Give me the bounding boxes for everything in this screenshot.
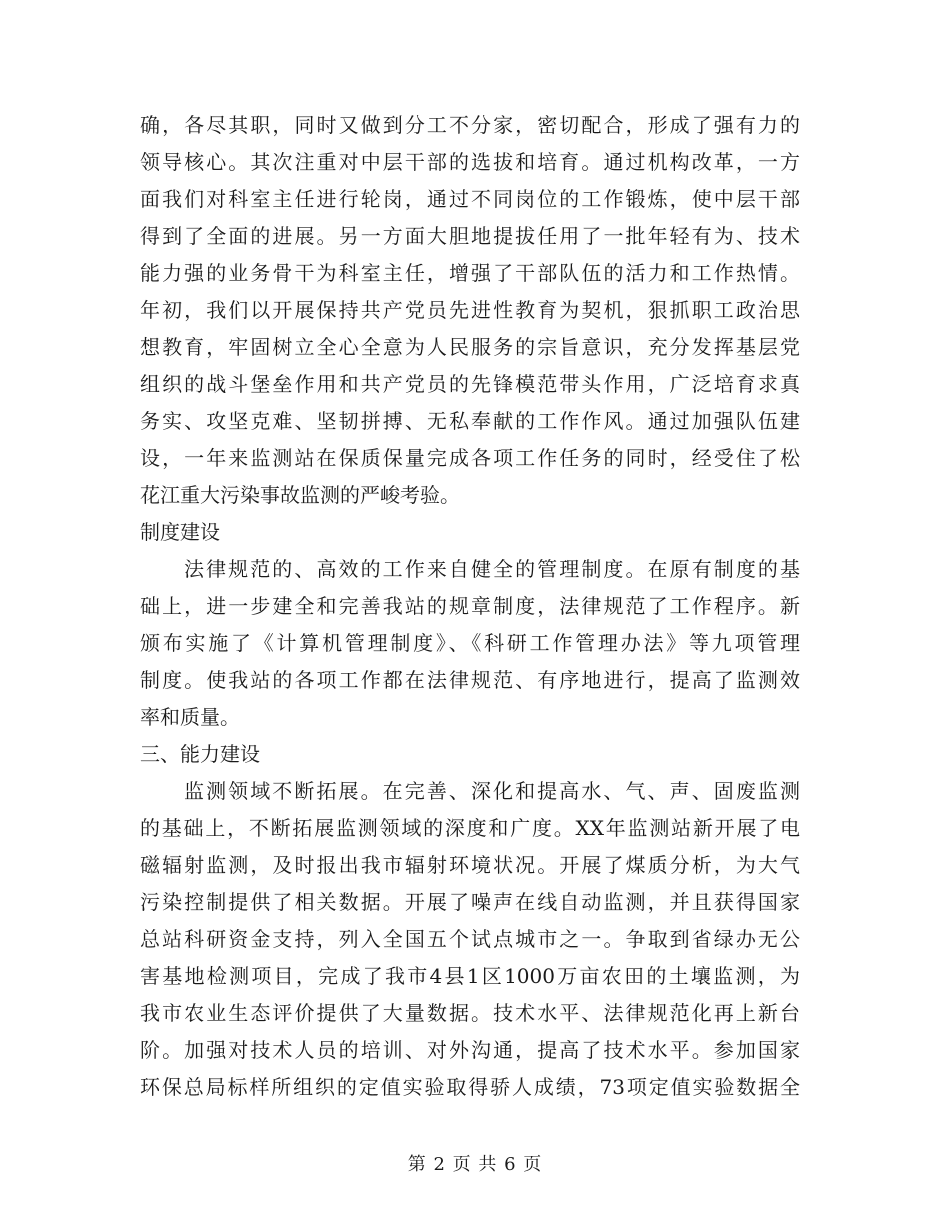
text-line: 害基地检测项目，完成了我市4县1区1000万亩农田的土壤监测，为 bbox=[140, 964, 800, 988]
text-line: 三、能力建设 bbox=[140, 742, 260, 766]
text-line: 确，各尽其职，同时又做到分工不分家，密切配合，形成了强有力的 bbox=[140, 113, 800, 137]
text-line: 法律规范的、高效的工作来自健全的管理制度。在原有制度的基 bbox=[184, 557, 800, 581]
text-line: 阶。加强对技术人员的培训、对外沟通，提高了技术水平。参加国家 bbox=[140, 1038, 800, 1062]
text-line: 率和质量。 bbox=[140, 705, 240, 729]
text-line: 的基础上，不断拓展监测领域的深度和广度。XX年监测站新开展了电 bbox=[140, 816, 800, 840]
text-line: 制度。使我站的各项工作都在法律规范、有序地进行，提高了监测效 bbox=[140, 668, 800, 692]
text-line: 想教育，牢固树立全心全意为人民服务的宗旨意识，充分发挥基层党 bbox=[140, 335, 800, 359]
text-line: 设，一年来监测站在保质保量完成各项工作任务的同时，经受住了松 bbox=[140, 446, 800, 470]
text-line: 我市农业生态评价提供了大量数据。技术水平、法律规范化再上新台 bbox=[140, 1001, 800, 1025]
text-line: 总站科研资金支持，列入全国五个试点城市之一。争取到省绿办无公 bbox=[140, 927, 800, 951]
text-line: 监测领域不断拓展。在完善、深化和提高水、气、声、固废监测 bbox=[184, 779, 800, 803]
document-body bbox=[140, 107, 800, 1106]
text-line: 年初，我们以开展保持共产党员先进性教育为契机，狠抓职工政治思 bbox=[140, 298, 800, 322]
text-line: 环保总局标样所组织的定值实验取得骄人成绩，73项定值实验数据全 bbox=[140, 1075, 800, 1099]
text-line: 面我们对科室主任进行轮岗，通过不同岗位的工作锻炼，使中层干部 bbox=[140, 187, 800, 211]
text-line: 务实、攻坚克难、坚韧拼搏、无私奉献的工作作风。通过加强队伍建 bbox=[140, 409, 800, 433]
text-line: 污染控制提供了相关数据。开展了噪声在线自动监测，并且获得国家 bbox=[140, 890, 800, 914]
text-line: 得到了全面的进展。另一方面大胆地提拔任用了一批年轻有为、技术 bbox=[140, 224, 800, 248]
text-line: 础上，进一步建全和完善我站的规章制度，法律规范了工作程序。新 bbox=[140, 594, 800, 618]
text-line: 花江重大污染事故监测的严峻考验。 bbox=[140, 483, 460, 507]
text-line: 领导核心。其次注重对中层干部的选拔和培育。通过机构改革，一方 bbox=[140, 150, 800, 174]
page-footer: 第 2 页 共 6 页 bbox=[407, 1154, 543, 1175]
text-line: 组织的战斗堡垒作用和共产党员的先锋模范带头作用，广泛培育求真 bbox=[140, 372, 800, 396]
text-line: 颁布实施了《计算机管理制度》、《科研工作管理办法》等九项管理 bbox=[140, 631, 800, 655]
text-line: 磁辐射监测，及时报出我市辐射环境状况。开展了煤质分析，为大气 bbox=[140, 853, 800, 877]
text-line: 能力强的业务骨干为科室主任，增强了干部队伍的活力和工作热情。 bbox=[140, 261, 800, 285]
text-line: 制度建设 bbox=[140, 520, 220, 544]
